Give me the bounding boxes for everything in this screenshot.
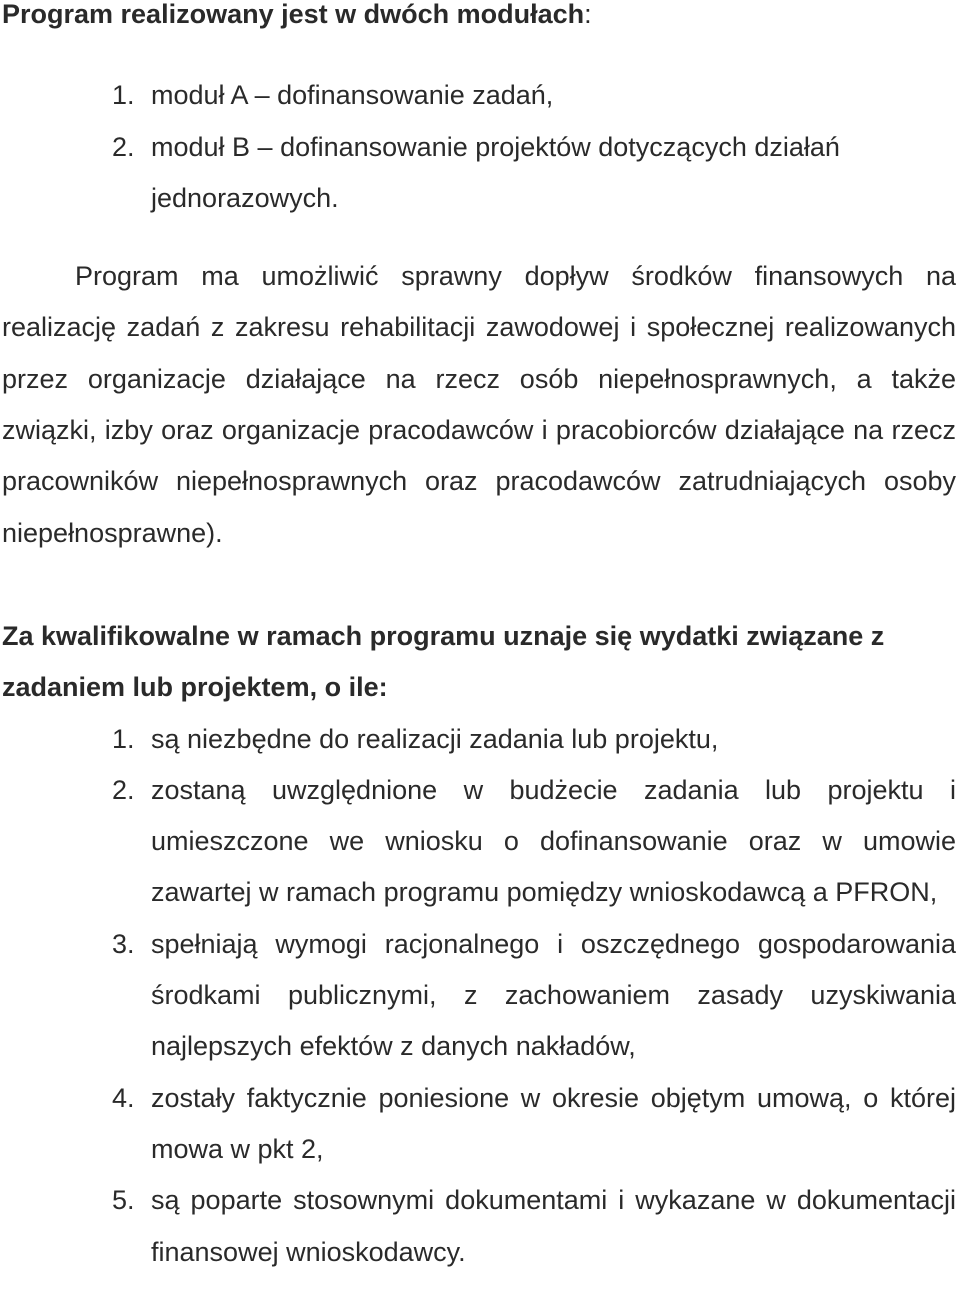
- modules-heading-colon: :: [584, 0, 592, 29]
- module-item-number: 2.: [112, 131, 135, 162]
- eligible-expenses-heading: Za kwalifikowalne w ramach programu uznaje się wydatki związane z zadaniem lub projektem, o ile:: [2, 620, 885, 703]
- module-item-text: moduł B – dofinansowanie projektów dotyczących działań jednorazowych.: [151, 131, 840, 213]
- module-item: [2, 70, 956, 121]
- criteria-item-number: 1.: [112, 723, 135, 754]
- criteria-item-number: 3.: [112, 928, 135, 959]
- program-description-paragraph: Program ma umożliwić sprawny dopływ środków finansowych na realizację zadań z zakresu rehabilitacji zawodowej i społecznej realizowanych przez organizacje działające na rzecz osób niepełnosprawnych, a także związki, izby oraz organizacje pracodawców i pracobiorców działające na rzecz pracowników niepełnosprawnych oraz pracodawców zatrudniających osoby niepełnosprawne).: [2, 261, 956, 548]
- module-item: [2, 122, 956, 225]
- criteria-list: [2, 714, 956, 1278]
- modules-heading-text: Program realizowany jest w dwóch modułach: [2, 0, 585, 29]
- criteria-item: [2, 1175, 956, 1278]
- modules-list: [2, 70, 956, 224]
- module-item-number: 1.: [112, 80, 135, 111]
- criteria-item: [2, 1073, 956, 1176]
- criteria-item: [2, 919, 956, 1073]
- module-item-text: moduł A – dofinansowanie zadań,: [151, 80, 554, 111]
- modules-heading: [2, 0, 956, 40]
- criteria-item: [2, 714, 956, 765]
- criteria-item-number: 5.: [112, 1185, 135, 1216]
- criteria-item-text: są niezbędne do realizacji zadania lub projektu,: [151, 723, 719, 754]
- criteria-item-text: spełniają wymogi racjonalnego i oszczędnego gospodarowania środkami publicznymi, z zachowaniem zasady uzyskiwania najlepszych efektów z danych nakładów,: [151, 928, 956, 1062]
- document-page: [2, 0, 956, 1278]
- criteria-item-text: zostały faktycznie poniesione w okresie objętym umową, o której mowa w pkt 2,: [151, 1082, 956, 1164]
- criteria-item: [2, 765, 956, 919]
- criteria-item-text: zostaną uwzględnione w budżecie zadania lub projektu i umieszczone we wniosku o dofinansowanie oraz w umowie zawartej w ramach programu pomiędzy wnioskodawcą a PFRON,: [151, 774, 956, 908]
- criteria-item-number: 2.: [112, 774, 135, 805]
- criteria-item-text: są poparte stosownymi dokumentami i wykazane w dokumentacji finansowej wnioskodawcy.: [151, 1185, 956, 1267]
- criteria-item-number: 4.: [112, 1082, 135, 1113]
